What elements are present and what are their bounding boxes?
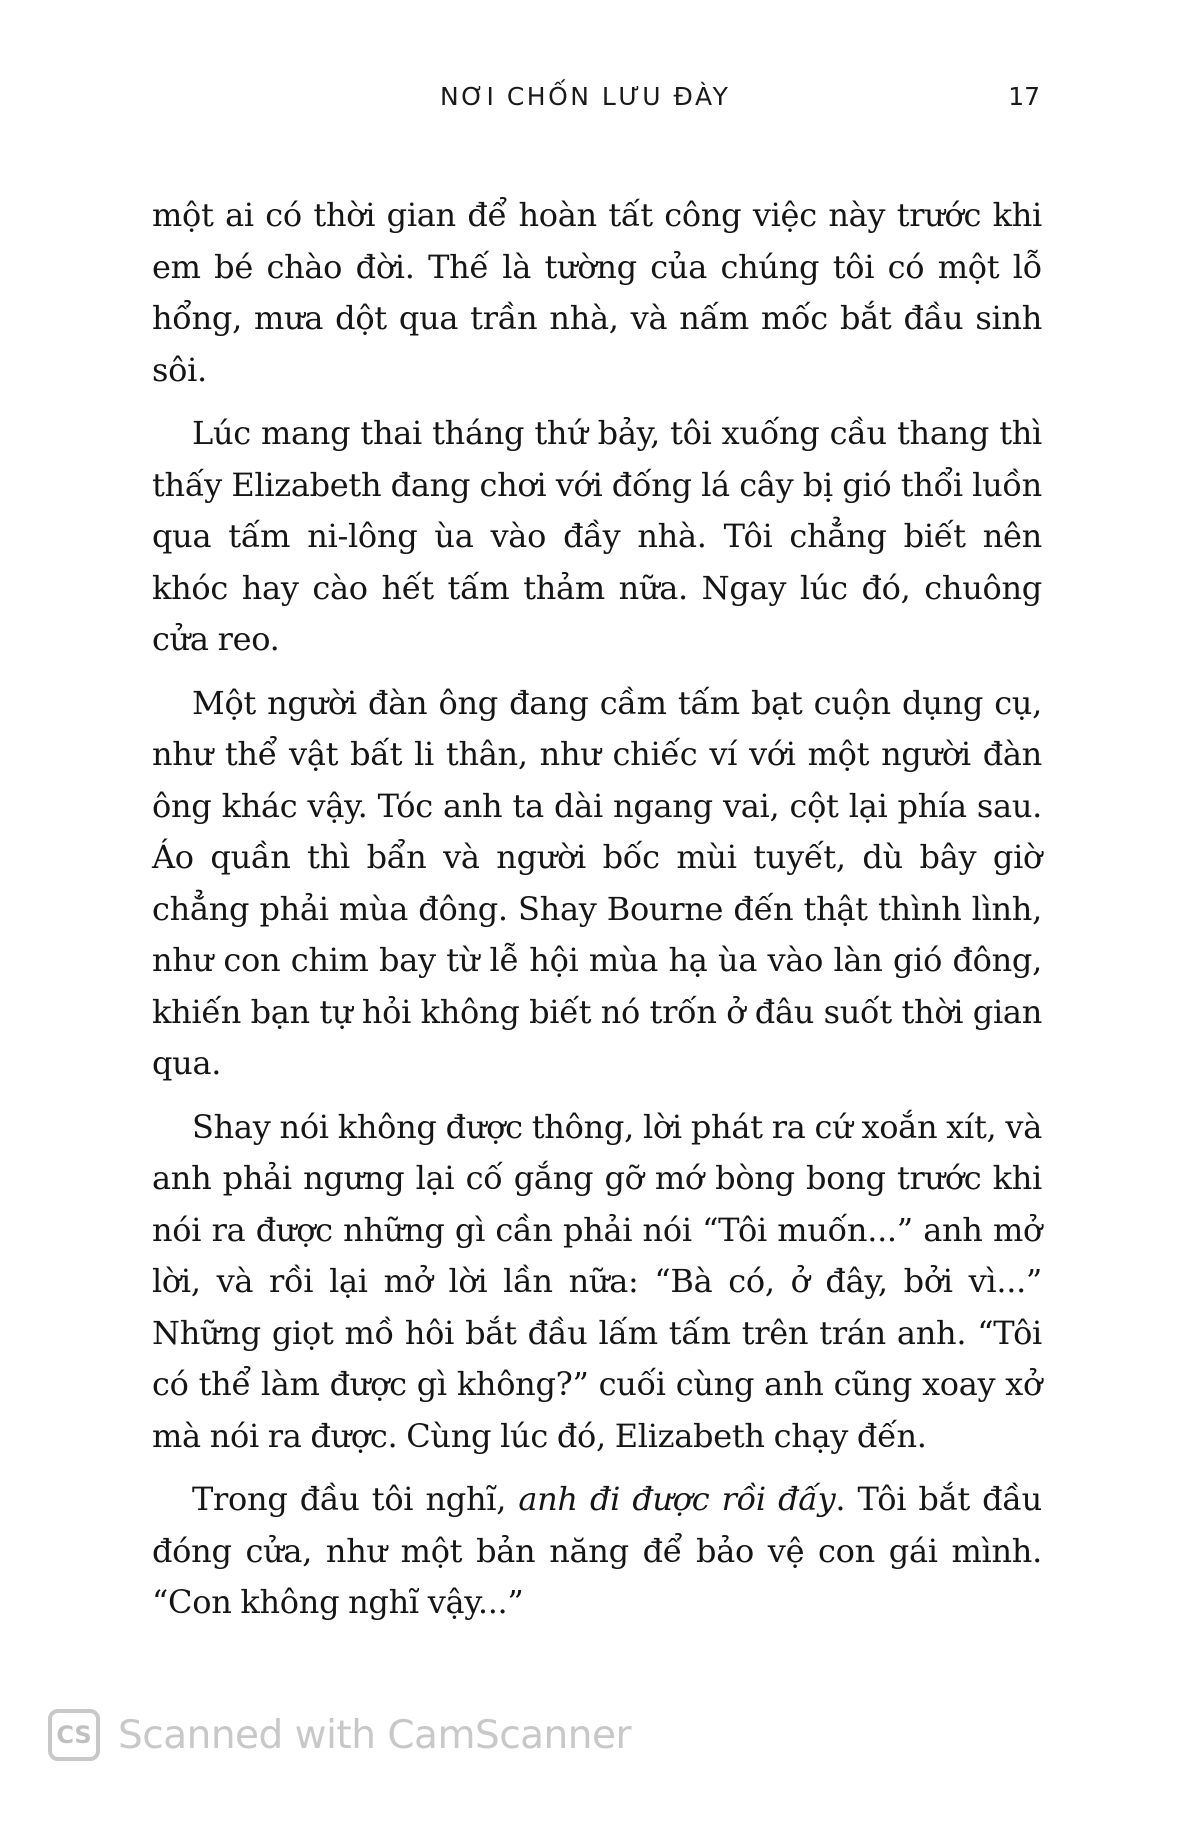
paragraph-4: Shay nói không được thông, lời phát ra cứ xoắn xít, và anh phải ngưng lại cố gắng gỡ mớ bòng bong trước khi nói ra được những gì cần phải nói “Tôi muốn...” anh mở lời, và rồi lại mở lời lần nữa: “Bà có, ở đây, bởi vì...” Những giọt mồ hôi bắt đầu lấm tấm trên trán anh. “Tôi có thể làm được gì không?” cuối cùng anh cũng xoay xở mà nói ra được. Cùng lúc đó, Elizabeth chạy đến. [152,1107,1042,1455]
watermark-text: Scanned with CamScanner [118,1712,632,1758]
paragraph-2: Lúc mang thai tháng thứ bảy, tôi xuống cầu thang thì thấy Elizabeth đang chơi với đống lá cây bị gió thổi luồn qua tấm ni-lông ùa vào đầy nhà. Tôi chẳng biết nên khóc hay cào hết tấm thảm nữa. Ngay lúc đó, chuông cửa reo. [152,414,1042,658]
paragraph-1: một ai có thời gian để hoàn tất công việc này trước khi em bé chào đời. Thế là tường của chúng tôi có một lỗ hổng, mưa dột qua trần nhà, và nấm mốc bắt đầu sinh sôi. [152,196,1042,389]
body-text [152,190,1042,1641]
page-number: 17 [1008,82,1040,111]
camscanner-logo-icon: CS [48,1709,100,1761]
paragraph-5-italic-text: anh đi được rồi đấy [518,1480,836,1518]
chapter-title: NƠI CHỐN LƯU ĐÀY [440,82,731,111]
paragraph-5 [152,1474,1042,1629]
running-header [150,82,1040,122]
camscanner-watermark [48,1705,631,1765]
paragraph-3: Một người đàn ông đang cầm tấm bạt cuộn dụng cụ, như thể vật bất li thân, như chiếc ví với một người đàn ông khác vậy. Tóc anh ta dài ngang vai, cột lại phía sau. Áo quần thì bẩn và người bốc mùi tuyết, dù bây giờ chẳng phải mùa đông. Shay Bourne đến thật thình lình, như con chim bay từ lễ hội mùa hạ ùa vào làn gió đông, khiến bạn tự hỏi không biết nó trốn ở đâu suốt thời gian qua. [152,683,1042,1082]
paragraph-5-text-after: . Tôi bắt đầu đóng cửa, như một bản năng để bảo vệ con gái mình. “Con không nghĩ vậy...” [152,1480,1042,1621]
paragraph-5-text-before: Trong đầu tôi nghĩ, [192,1480,519,1518]
